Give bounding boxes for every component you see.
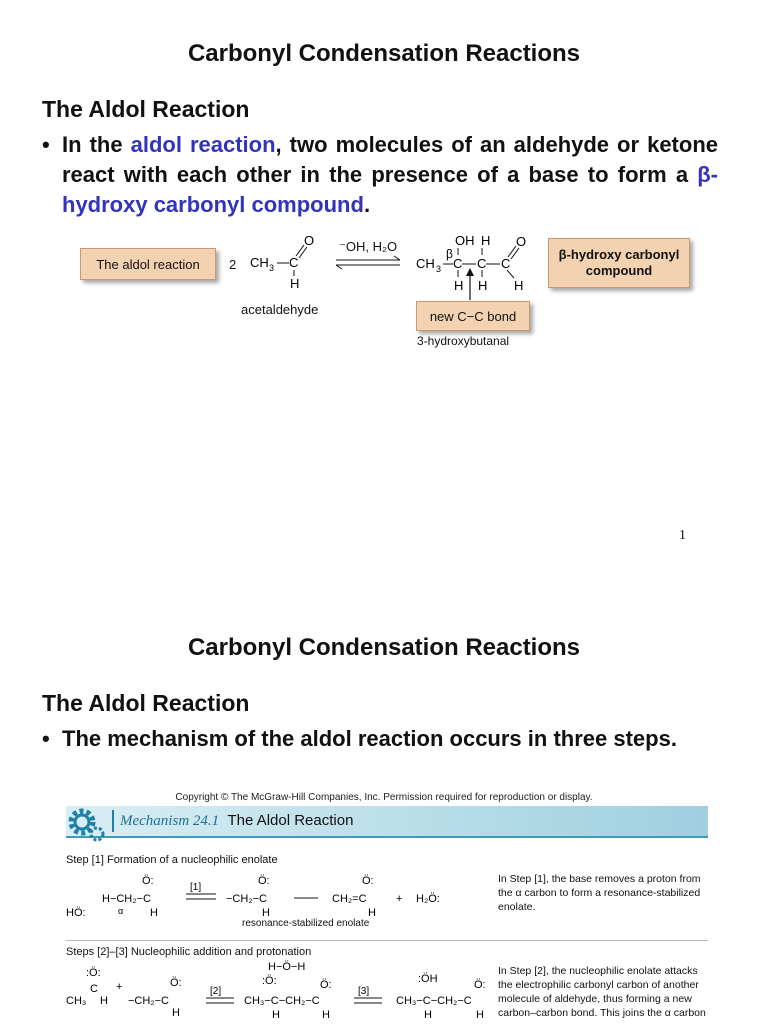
steps-2-3-label: Steps [2]–[3] Nucleophilic addition and protonation	[66, 946, 312, 958]
step-1-note: In Step [1], the base removes a proton from the α carbon to form a resonance-stabilized enolate.	[498, 873, 701, 913]
aldol-reaction-term: aldol reaction	[130, 132, 276, 157]
svg-text:H: H	[368, 907, 376, 919]
svg-text:O: O	[516, 234, 527, 249]
svg-text:H₂Ö:: H₂Ö:	[416, 893, 440, 905]
svg-text:CH₃−C−CH₂−C: CH₃−C−CH₂−C	[396, 995, 472, 1007]
svg-text:C: C	[477, 256, 487, 271]
svg-text:β: β	[446, 247, 453, 261]
svg-text:H: H	[262, 907, 270, 919]
svg-text::Ö:: :Ö:	[86, 967, 101, 979]
svg-text:H: H	[290, 276, 300, 291]
svg-text:Ö:: Ö:	[362, 875, 374, 887]
slide-2-title: Carbonyl Condensation Reactions	[187, 634, 581, 661]
slide-2-subtitle: The Aldol Reaction	[42, 690, 250, 716]
svg-text:H−CH₂−C: H−CH₂−C	[102, 893, 151, 905]
svg-text:CH₃−C−CH₂−C: CH₃−C−CH₂−C	[244, 995, 320, 1007]
beta-hydroxy-term: β-hydroxy carbonyl compound	[62, 162, 718, 217]
svg-text:Ö:: Ö:	[142, 875, 154, 887]
banner-divider	[112, 810, 114, 832]
new-bond-label-box: new C−C bond	[416, 301, 530, 331]
product-name-label: 3-hydroxybutanal	[417, 334, 510, 348]
beta-hydroxy-label-box: β-hydroxy carbonyl compound	[548, 238, 690, 288]
step-1-label: Step [1] Formation of a nucleophilic enolate	[66, 854, 278, 866]
step-divider	[66, 940, 708, 941]
step-1-arrow-label: [1]	[190, 882, 202, 893]
page-number: 1	[679, 528, 686, 543]
slide-2-bullet-text: The mechanism of the aldol reaction occurs in three steps.	[62, 726, 677, 751]
bullet-text-start: In the	[62, 132, 131, 157]
step-2-note: In Step [2], the nucleophilic enolate attacks the electrophilic carbonyl carbon of another molecule of aldehyde, thus forming a new carbon–carbon bond. This joins the α carbon	[498, 965, 706, 1019]
enolate-caption: resonance-stabilized enolate	[242, 918, 370, 929]
svg-text:C: C	[501, 256, 511, 271]
aldol-reaction-label-box: The aldol reaction	[80, 248, 216, 280]
svg-text:H: H	[476, 1009, 484, 1021]
bullet-dot: •	[42, 132, 50, 157]
svg-text:C: C	[453, 256, 463, 271]
svg-text:−CH₂−C: −CH₂−C	[226, 893, 267, 905]
svg-text:C: C	[90, 983, 98, 995]
svg-text:CH₃: CH₃	[66, 995, 87, 1007]
svg-text:CH: CH	[416, 256, 435, 271]
svg-text:+: +	[396, 893, 403, 905]
svg-text:O: O	[304, 233, 315, 248]
reaction-scheme-structures	[244, 232, 554, 302]
reagent-conditions: ⁻OH, H₂O	[339, 239, 398, 254]
svg-text:Ö:: Ö:	[474, 979, 486, 991]
svg-text:OH: OH	[455, 233, 475, 248]
svg-text:H: H	[172, 1007, 180, 1019]
gear-icon	[66, 804, 106, 844]
svg-text:H: H	[424, 1009, 432, 1021]
svg-text:Ö:: Ö:	[258, 875, 270, 887]
acetaldehyde-label: acetaldehyde	[241, 302, 319, 317]
svg-text:Ö:: Ö:	[170, 977, 182, 989]
bullet-dot: •	[42, 726, 50, 751]
mechanism-title	[120, 812, 353, 830]
svg-text:H: H	[478, 278, 488, 293]
step-3-arrow-label: [3]	[358, 986, 370, 997]
slide-2	[0, 600, 768, 1024]
slide-2-bullet	[42, 724, 718, 754]
svg-text:3: 3	[436, 264, 442, 274]
step-2-arrow-label: [2]	[210, 986, 222, 997]
svg-text:H: H	[481, 233, 491, 248]
svg-text:H: H	[454, 278, 464, 293]
svg-text::Ö:: :Ö:	[262, 975, 277, 987]
svg-text:H: H	[514, 278, 524, 293]
svg-text:CH₂=C: CH₂=C	[332, 893, 367, 905]
svg-text:H: H	[100, 995, 108, 1007]
svg-text:C: C	[289, 255, 299, 270]
svg-text:CH: CH	[250, 255, 269, 270]
slide-1-title: Carbonyl Condensation Reactions	[187, 40, 581, 67]
svg-text:3: 3	[269, 263, 275, 273]
slide-1-subtitle: The Aldol Reaction	[42, 96, 250, 122]
step-1-structures	[66, 866, 486, 926]
svg-text:+: +	[116, 981, 123, 993]
svg-text:α: α	[118, 906, 124, 916]
svg-text::ÖH: :ÖH	[418, 973, 438, 985]
bullet-text-middle: , two molecules of an aldehyde or ketone react with each other in the presence of a base to form a	[62, 132, 718, 187]
svg-text:H: H	[150, 907, 158, 919]
copyright-notice: Copyright © The McGraw-Hill Companies, Inc. Permission required for reproduction or display.	[175, 792, 593, 803]
bullet-text-end: .	[363, 192, 371, 217]
svg-text:HÖ:: HÖ:	[66, 907, 86, 919]
svg-text:−CH₂−C: −CH₂−C	[128, 995, 169, 1007]
mechanism-name: The Aldol Reaction	[227, 812, 354, 829]
mechanism-number: Mechanism 24.1	[120, 813, 220, 829]
svg-text:H−Ö−H: H−Ö−H	[268, 961, 306, 973]
svg-text:Ö:: Ö:	[320, 979, 332, 991]
svg-text:H: H	[322, 1009, 330, 1021]
coefficient: 2	[229, 257, 237, 272]
svg-text:H: H	[272, 1009, 280, 1021]
slide-1-bullet	[42, 130, 718, 220]
steps-2-3-structures	[66, 960, 496, 1024]
